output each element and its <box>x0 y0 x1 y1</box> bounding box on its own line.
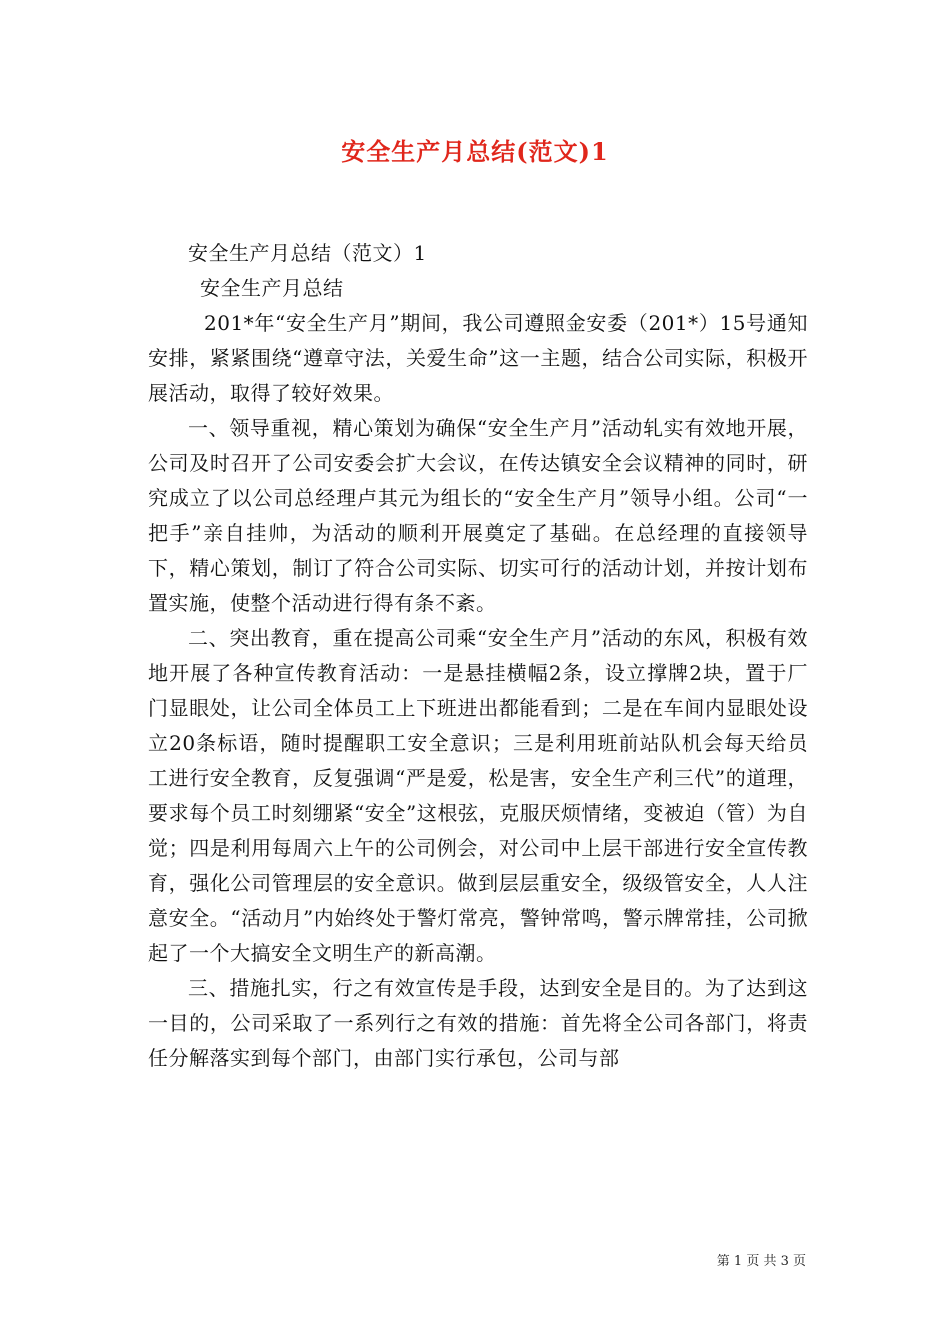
body-paragraph: 一、领导重视，精心策划为确保“安全生产月”活动轧实有效地开展，公司及时召开了公司安委会扩大会议，在传达镇安全会议精神的同时，研究成立了以公司总经理卢其元为组长的“安全生产月”领导小组。公司“一把手”亲自挂帅，为活动的顺利开展奠定了基础。在总经理的直接领导下，精心策划，制订了符合公司实际、切实可行的活动计划，并按计划布置实施，使整个活动进行得有条不紊。 <box>148 416 808 615</box>
subheading-paragraph: 安全生产月总结 <box>200 276 344 300</box>
intro-paragraph: 201*年“安全生产月”期间，我公司遵照金安委（201*）15号通知安排，紧紧围绕“遵章守法，关爱生命”这一主题，结合公司实际，积极开展活动，取得了较好效果。 <box>148 311 808 405</box>
body-paragraph: 二、突出教育，重在提高公司乘“安全生产月”活动的东风，积极有效地开展了各种宣传教育活动：一是悬挂横幅2条，设立撑牌2块，置于厂门显眼处，让公司全体员工上下班进出都能看到；二是在车间内显眼处设立20条标语，随时提醒职工安全意识；三是利用班前站队机会每天给员工进行安全教育，反复强调“严是爱，松是害，安全生产利三代”的道理，要求每个员工时刻绷紧“安全”这根弦，克服厌烦情绪，变被迫（管）为自觉；四是利用每周六上午的公司例会，对公司中上层干部进行安全宣传教育，强化公司管理层的安全意识。做到层层重安全，级级管安全，人人注意安全。“活动月”内始终处于警灯常亮，警钟常鸣，警示牌常挂，公司掀起了一个大搞安全文明生产的新高潮。 <box>148 626 808 965</box>
document-body <box>148 236 808 1076</box>
document-title: 安全生产月总结(范文)1 <box>341 137 609 166</box>
subheading-paragraph: 安全生产月总结（范文）1 <box>188 241 427 265</box>
page-number: 第 1 页 共 3 页 <box>716 1254 806 1269</box>
body-paragraph: 三、措施扎实，行之有效宣传是手段，达到安全是目的。为了达到这一目的，公司采取了一系列行之有效的措施：首先将全公司各部门，将责任分解落实到每个部门，由部门实行承包，公司与部 <box>148 976 808 1070</box>
